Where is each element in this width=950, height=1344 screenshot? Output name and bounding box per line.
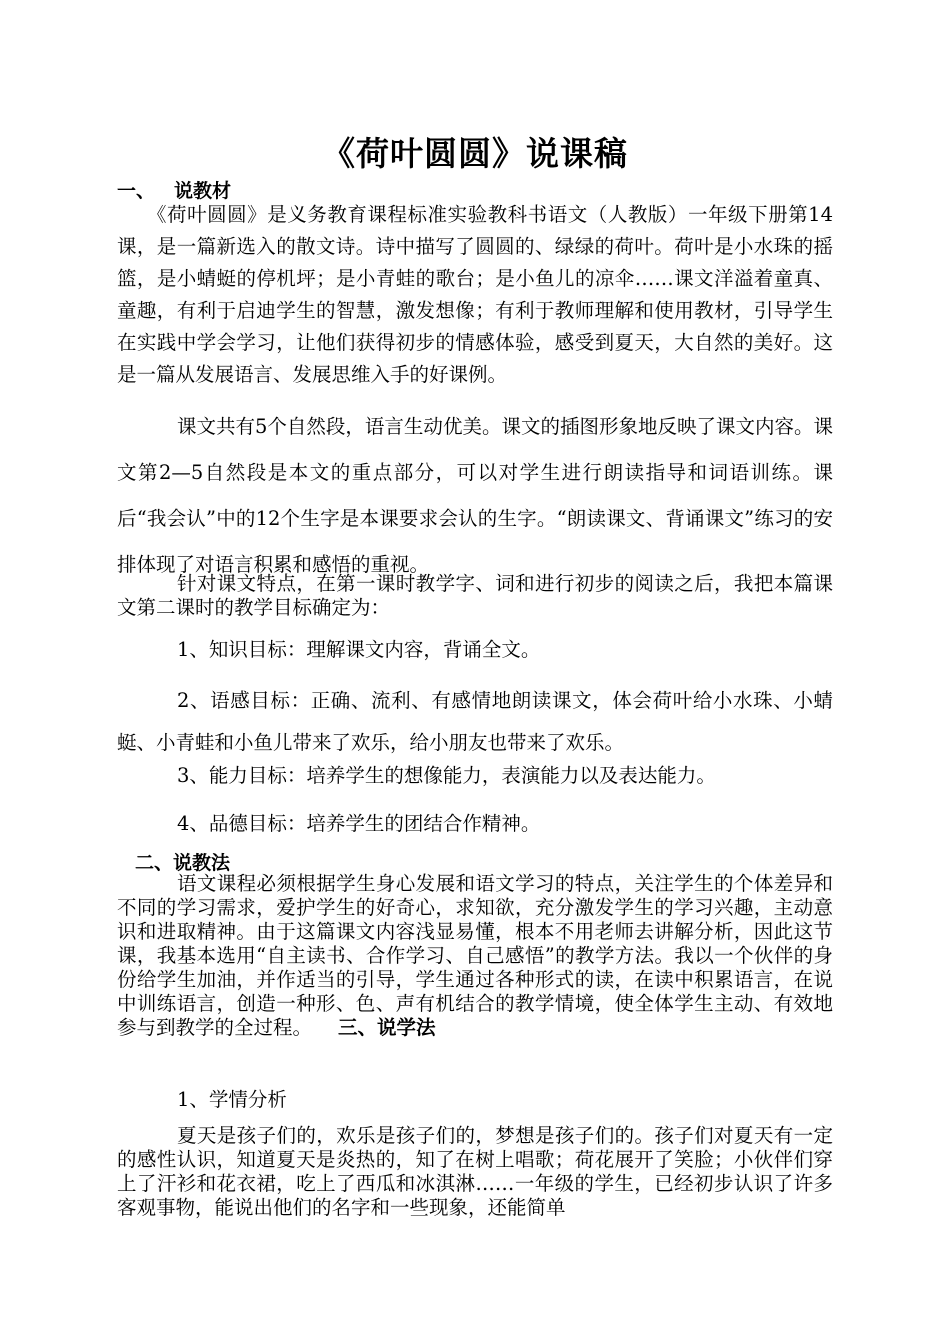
section-1-paragraph-1-text: 《荷叶圆圆》是义务教育课程标准实验教科书语文（人教版）一年级下册第14课，是一篇新选入的散文诗。诗中描写了圆圆的、绿绿的荷叶。荷叶是小水珠的摇篮，是小蜻蜓的停机坪；是小青蛙的歌台；是小鱼儿的凉伞……课文洋溢着童真、童趣，有利于启迪学生的智慧，激发想像；有利于教师理解和使用教材，引导学生在实践中学会学习，让他们获得初步的情感体验，感受到夏天，大自然的美好。这是一篇从发展语言、发展思维入手的好课例。 [117,203,833,386]
section-1-paragraph-3: 针对课文特点，在第一课时教学字、词和进行初步的阅读之后，我把本篇课文第二课时的教学目标确定为： [117,572,833,619]
section-2-heading: 二、说教法 [135,852,231,874]
section-2-paragraph-1-text: 语文课程必须根据学生身心发展和语文学习的特点，关注学生的个体差异和不同的学习需求，爱护学生的好奇心，求知欲，充分激发学生的学习兴趣，主动意识和进取精神。由于这篇课文内容浅显易懂，根本不用老师去讲解分析，因此这节课，我基本选用“自主读书、合作学习、自己感悟”的教学方法。我以一个伙伴的身份给学生加油，并作适当的引导，学生通过各种形式的读，在读中积累语言，在说中训练语言，创造一种形、色、声有机结合的教学情境，使全体学生主动、有效地参与到教学的全过程。 [117,872,833,1039]
section-3-paragraph-1: 夏天是孩子们的，欢乐是孩子们的，梦想是孩子们的。孩子们对夏天有一定的感性认识，知道夏天是炎热的，知了在树上唱歌；荷花展开了笑脸；小伙伴们穿上了汗衫和花衣裙，吃上了西瓜和冰淇淋……一年级的学生，已经初步认识了许多客观事物，能说出他们的名字和一些现象，还能简单 [117,1124,833,1219]
document-title: 《荷叶圆圆》说课稿 [322,134,628,173]
section-2-paragraph-1 [117,872,833,1040]
section-1-paragraph-1 [117,199,833,391]
goal-language-sense: 2、语感目标：正确、流利、有感情地朗读课文，体会荷叶给小水珠、小蜻蜓、小青蛙和小鱼儿带来了欢乐，给小朋友也带来了欢乐。 [117,689,833,754]
goal-morality: 4、品德目标：培养学生的团结合作精神。 [177,812,541,835]
section-3-subheading-1: 1、学情分析 [177,1088,287,1111]
section-1-number: 一、 [117,180,156,202]
section-1-paragraph-2: 课文共有5个自然段，语言生动优美。课文的插图形象地反映了课文内容。课文第2—5自然段是本文的重点部分，可以对学生进行朗读指导和词语训练。课后“我会认”中的12个生字是本课要求会认的生字。“朗读课文、背诵课文”练习的安排体现了对语言积累和感悟的重视。 [117,415,833,576]
goal-ability: 3、能力目标：培养学生的想像能力，表演能力以及表达能力。 [177,764,716,787]
section-1-heading: 说教材 [174,180,232,202]
section-3-heading: 三、说学法 [338,1016,436,1039]
goal-knowledge: 1、知识目标：理解课文内容，背诵全文。 [177,638,541,661]
